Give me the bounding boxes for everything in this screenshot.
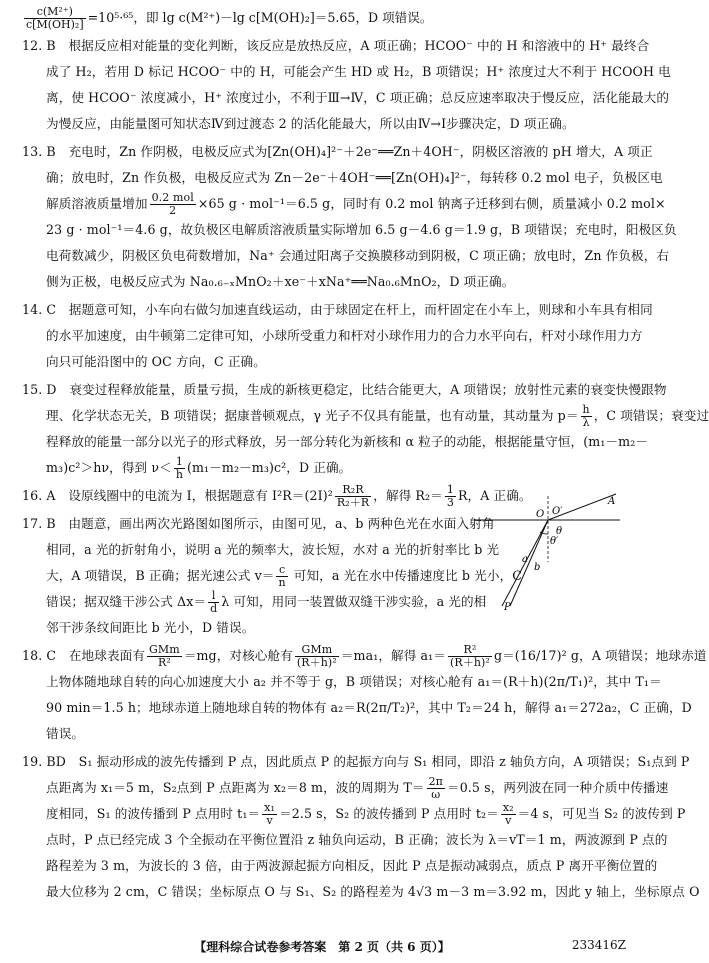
answer-17: 17. B 由题意，画出两次光路图如图所示，由图可见，a、b 两种色光在水面入射角 相同，a 光的折射角小，说明 a 光的频率大，波长短，水对 a 光的折射率比 b 光 大，A 项错误，B 正确；据光速公式 v＝ $\frac{c}{n}$ 可知，a 光在水中传播速度比 b 光小，C 错误；据双缝干涉公式 Δx＝ $\frac{l}{d}$ λ 可知，用同一装置做双缝干涉实验，a 光的相 邻干涉条纹间距比 b 光小，D 错误。 <box>22 516 522 635</box>
label-O: O <box>536 509 545 520</box>
label-b: b <box>534 562 541 573</box>
footer-title: 【理科综合试卷参考答案 第 2 页（共 6 页）】 <box>194 940 450 954</box>
answer-19: 19. BD S₁ 振动形成的波先传播到 P 点，因此质点 P 的起振方向与 S₁ 相同，即沿 z 轴负方向，A 项错误；S₁点到 P 点距离为 x₁＝5 m，S₂点到 P 点距离为 x₂＝8 m，波的周期为 T＝ $\frac{2\pi}{\omega}$ ＝0.5 s，两列波在同一种介质中传播速 度相同，S₁ 的波传播到 P 点用时 t₁＝ $\frac{\text{x₁}}{v}$ ＝2.5 s，S₂ 的波传播到 P 点用时 t₂＝ $\frac{\text{x₂}}{v}$ ＝4 s，可见当 S₂ 的波传到 P 点时，P 点已经完成 3 个全振动在平衡位置沿 z 轴负向运动，B 正确；波长为 λ＝vT＝1 m，两波源到 P 点的 路程差为 3 m，为波长的 3 倍，由于两波源起振方向相反，因此 P 点是振动减弱点，质点 P 离开平衡位置的 最大位移为 2 cm，C 错误；坐标原点 O 与 S₁、S₂ 的路程差为 4√3 m－3 m＝3.92 m，因此 y 轴上，坐标原点 O <box>22 754 700 899</box>
fraction: $\frac{\text{GMm}}{\text{(R＋h)²}}$ <box>296 643 337 669</box>
fraction: $\frac{c}{n}$ <box>278 563 286 589</box>
page-footer <box>0 938 644 958</box>
fraction: $\frac{\text{R²}}{\text{(R＋h)²}}$ <box>449 643 490 669</box>
fraction: $\frac{\text{x₁}}{v}$ <box>264 801 276 827</box>
label-theta-prime: θ′ <box>550 536 559 547</box>
fraction: $\frac{h}{\lambda}$ <box>582 403 590 429</box>
label-P: P <box>504 602 511 613</box>
fraction: $\frac{\text{c(M²⁺)}}{\text{c[M(OH)₂]}}$ <box>26 5 84 31</box>
carry-over-line: $\frac{\text{c(M²⁺)}}{\text{c[M(OH)₂]}}$ =10⁵·⁶⁵，即 lg c(M²⁺)－lg c[M(OH)₂]＝5.65，D 项错误。 <box>26 5 433 31</box>
answer-12: 12. B 根据反应相对能量的变化判断，该反应是放热反应，A 项正确；HCOO⁻ 中的 H 和溶液中的 H⁺ 最终合 成了 H₂，若用 D 标记 HCOO⁻ 中的 H，可能会产生 HD 或 H₂，B 项错误；H⁺ 浓度过大不利于 HCOOH 电 离，使 HCOO⁻ 浓度减小，H⁺ 浓度过小，不利于Ⅲ→Ⅳ，C 项正确；总反应速率取决于慢反应，活化能最大的 为慢反应，由能量图可知状态Ⅳ到过渡态 2 的活化能最大，所以由Ⅳ→Ⅰ步骤决定，D 项正确。 <box>22 38 671 131</box>
label-A: A <box>608 496 616 507</box>
fraction: $\frac{\text{R₂R}}{\text{R₂＋R}}$ <box>336 483 370 509</box>
answer-14: 14. C 据题意可知，小车向右做匀加速直线运动，由于球固定在杆上，而杆固定在小车上，则球和小车具有相同 的水平加速度，由牛顿第二定律可知，小球所受重力和杆对小球作用力的合力水平向右，杆对小球作用力方 向只可能沿图中的 OC 方向，C 正确。 <box>22 302 653 369</box>
fraction: $\frac{1}{h}$ <box>175 455 183 481</box>
fraction: $\frac{\text{0.2 mol}}{2}$ <box>151 191 194 217</box>
fraction: $\frac{\text{GMm}}{\text{R²}}$ <box>149 643 180 669</box>
label-O-prime: O′ <box>552 506 563 517</box>
paper-code: 233416Z <box>571 938 626 952</box>
fraction: $\frac{2\pi}{\omega}$ <box>428 775 443 801</box>
label-theta: θ <box>556 526 563 537</box>
answer-16: 16. A 设原线圈中的电流为 I，根据题意有 I²R＝(2I)² $\frac{\text{R₂R}}{\text{R₂＋R}}$ ，解得 R₂＝ $\frac{1}{3}$ R，A 正确。 <box>22 483 532 509</box>
answer-15: 15. D 衰变过程释放能量，质量亏损，生成的新核更稳定，比结合能更大，A 项错误；放射性元素的衰变快慢跟物 理、化学状态无关，B 项错误；据康普顿观点，γ 光子不仅具有能量，也有动量，其动量为 p＝ $\frac{h}{\lambda}$ ，C 项错误；衰变过 程释放的能量一部分以光子的形式释放，另一部分转化为新核和 α 粒子的动能，根据能量守恒，(m₁－m₂－ m₃)c²＞hν，得到 ν＜ $\frac{1}{h}$ (m₁－m₂－m₃)c²，D 正确。 <box>22 382 709 481</box>
refraction-diagram <box>470 492 624 612</box>
label-a: a <box>522 554 528 565</box>
fraction: $\frac{1}{3}$ <box>446 483 454 509</box>
answer-18: 18. C 在地球表面有 $\frac{\text{GMm}}{\text{R²}}$ ＝mg，对核心舱有 $\frac{\text{GMm}}{\text{(R＋h)²}}$ ＝ma₁，解得 a₁＝ $\frac{\text{R²}}{\text{(R＋h)²}}$ g＝(16/17)² g，A 项错误；地球赤道 上物体随地球自转的向心加速度大小 a₂ 并不等于 g，B 项错误；对核心舱有 a₁＝(R＋h)(2π/T₁)²，其中 T₁＝ 90 min＝1.5 h；地球赤道上随地球自转的物体有 a₂＝R(2π/T₂)²，其中 T₂＝24 h，解得 a₁＝272a₂，C 正确，D 错误。 <box>22 643 707 741</box>
fraction: $\frac{l}{d}$ <box>210 589 218 615</box>
fraction: $\frac{\text{x₂}}{v}$ <box>502 801 514 827</box>
answer-13: 13. B 充电时，Zn 作阴极，电极反应式为[Zn(OH)₄]²⁻＋2e⁻══Zn＋4OH⁻，阴极区溶液的 pH 增大，A 项正 确；放电时，Zn 作负极，电极反应式为 Zn－2e⁻＋4OH⁻══[Zn(OH)₄]²⁻，每转移 0.2 mol 电子，负极区电 解质溶液质量增加 $\frac{\text{0.2 mol}}{2}$ ×65 g · mol⁻¹＝6.5 g，同时有 0.2 mol 钠离子迁移到右侧，质量减小 0.2 mol× 23 g · mol⁻¹＝4.6 g，故负极区电解质溶液质量实际增加 6.5 g－4.6 g＝1.9 g，B 项错误；充电时，阳极区负 电荷数减少，阴极区负电荷数增加，Na⁺ 会通过阳离子交换膜移动到阴极，C 项正确；放电时，Zn 作负极，右 侧为正极，电极反应式为 Na₀.₆₋ₓMnO₂＋xe⁻＋xNa⁺══Na₀.₆MnO₂，D 项正确。 <box>22 144 677 289</box>
